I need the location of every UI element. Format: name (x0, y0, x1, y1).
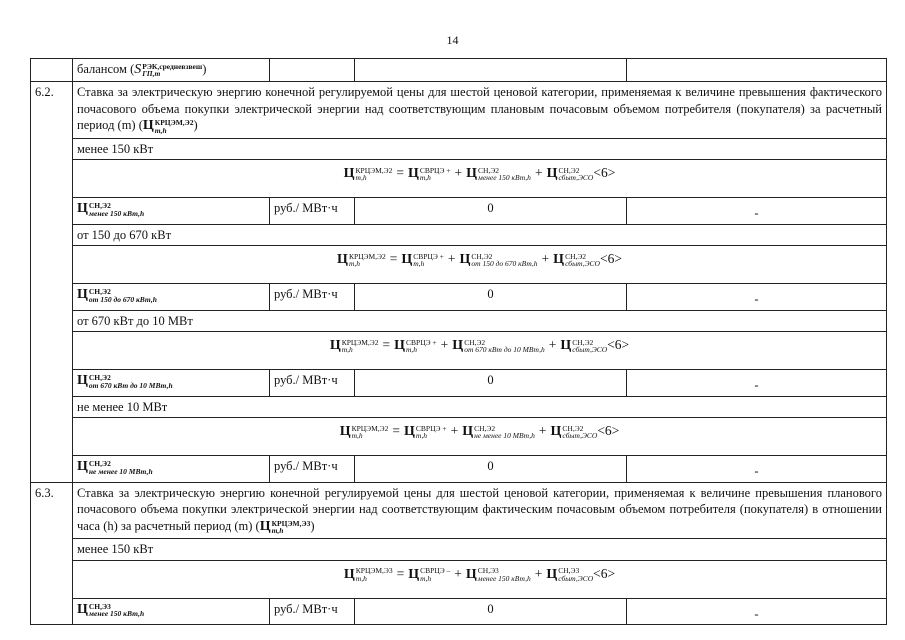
group-label-row (31, 539, 887, 561)
formula (73, 332, 887, 370)
rate-sub: от 670 кВт до 10 МВт,h (88, 380, 173, 390)
formula-lhs-sup: КРЦЭМ,Э3 (355, 566, 393, 576)
formula-term1-symbol: Ц (404, 424, 415, 440)
value-cell: 0 (355, 370, 627, 397)
value-cell: 0 (355, 456, 627, 483)
formula-term3-sup: СН,Э2 (558, 165, 580, 175)
rate-symbol: Ц (77, 459, 88, 475)
formula-lhs-indices (349, 253, 386, 268)
rate-symbol: Ц (77, 287, 88, 303)
formula-lhs-symbol: Ц (339, 424, 351, 440)
rate-symbol-cell (73, 456, 270, 483)
plus-sign: + (541, 251, 550, 267)
rate-symbol: Ц (77, 601, 88, 617)
dash-cell: - (627, 456, 887, 483)
formula-term1-sub: m,h (415, 431, 427, 441)
rate-sup: СН,Э2 (88, 201, 111, 211)
rate-sup: СН,Э2 (88, 287, 111, 297)
balance-symbol-sub: ГП,m (142, 69, 161, 79)
formula-lhs-sub: m,h (341, 345, 353, 355)
formula-term2-sup: СН,Э2 (471, 251, 493, 261)
formula-term2-symbol: Ц (465, 566, 477, 582)
formula-term1-sup: СВРЦЭ + (419, 165, 451, 175)
balance-row (31, 59, 887, 82)
section-heading-symbol: Ц (142, 118, 154, 134)
formula-term1-symbol: Ц (408, 566, 420, 582)
group-label-row (31, 396, 887, 418)
rate-symbol-cell (73, 284, 270, 311)
plus-sign: + (538, 423, 547, 439)
formula-row (31, 418, 887, 456)
formula-term3-symbol: Ц (560, 338, 572, 354)
footnote-ref: <6> (597, 423, 620, 439)
value-row (31, 598, 887, 625)
footnote-ref: <6> (593, 165, 616, 181)
group-label: от 150 до 670 кВт (73, 224, 887, 246)
formula-term1-sub: m,h (406, 345, 418, 355)
formula-row (31, 246, 887, 284)
formula-term3-sup: СН,Э3 (558, 566, 580, 576)
plus-sign: + (534, 165, 543, 181)
dash-cell: - (627, 198, 887, 225)
formula-lhs-indices (342, 339, 379, 354)
section-number: 6.2. (31, 82, 73, 482)
group-label-row (31, 224, 887, 246)
formula-lhs-symbol: Ц (329, 338, 341, 354)
formula-term2-indices (478, 167, 531, 182)
rate-sup: СН,Э2 (88, 459, 111, 469)
formula-lhs-indices (356, 567, 393, 582)
rate-symbol-cell (73, 198, 270, 225)
value-row (31, 370, 887, 397)
formula-term1-indices (420, 567, 450, 582)
formula-term2-sup: СН,Э2 (464, 337, 486, 347)
formula-term1-sub: m,h (420, 573, 432, 583)
equals-sign: = (392, 423, 401, 439)
page-number: 14 (446, 33, 459, 47)
rate-indices (89, 202, 144, 217)
formula-term1-indices (406, 339, 437, 354)
formula-term1-sup: СВРЦЭ + (413, 251, 444, 261)
rate-sub: менее 150 кВт,h (88, 609, 145, 619)
formula-term2-sub: от 670 кВт до 10 МВт,h (464, 345, 545, 355)
formula-lhs-symbol: Ц (343, 166, 355, 182)
formula-term1-symbol: Ц (394, 338, 406, 354)
formula-term3-sub: сбыт,ЭСО (562, 431, 598, 441)
footnote-ref: <6> (599, 251, 622, 267)
formula-lhs-indices (356, 167, 393, 182)
formula-term2-sup: СН,Э2 (478, 165, 500, 175)
formula-term1-indices (420, 167, 451, 182)
plus-sign: + (454, 165, 463, 181)
formula-term2-symbol: Ц (452, 338, 464, 354)
rate-sub: от 150 до 670 кВт,h (88, 294, 157, 304)
tariff-table (30, 58, 887, 625)
empty-number-cell (31, 59, 73, 82)
formula-lhs-sub: m,h (355, 173, 367, 183)
section-heading-text: Ставка за электрическую энергию конечной регулируемой цены для шестой ценовой категории, применяемая к величине превышения планового почасового объема покупки электрической энергии над соответствующим фактическим почасовым объемом потребителя (покупателя) в отношении часа (h) за расчетный период (m) ( (77, 485, 882, 533)
balance-label-cell (73, 59, 270, 82)
balance-label: балансом ( (77, 62, 135, 76)
formula-term3-symbol: Ц (553, 252, 565, 268)
formula-lhs-sub: m,h (355, 573, 367, 583)
formula (73, 160, 887, 198)
formula (73, 418, 887, 456)
rate-symbol: Ц (77, 201, 88, 217)
formula-lhs-symbol: Ц (343, 566, 355, 582)
unit-cell: руб./ МВт·ч (270, 198, 355, 225)
formula-term2-symbol: Ц (462, 424, 474, 440)
value-cell: 0 (355, 198, 627, 225)
section-heading-sub: m,h (154, 125, 167, 135)
unit-cell: руб./ МВт·ч (270, 598, 355, 625)
formula-term3-sup: СН,Э2 (565, 251, 587, 261)
rate-sup: СН,Э2 (88, 373, 111, 383)
formula-lhs-indices (352, 425, 389, 440)
formula (73, 560, 887, 598)
formula-term3-indices (562, 425, 597, 440)
section-heading-indices (272, 520, 311, 535)
formula-term1-sup: СВРЦЭ + (415, 423, 447, 433)
formula-term1-sub: m,h (413, 259, 425, 269)
unit-cell: руб./ МВт·ч (270, 456, 355, 483)
balance-dash-cell (627, 59, 887, 82)
section-number: 6.3. (31, 482, 73, 624)
formula-term1-symbol: Ц (407, 166, 419, 182)
formula (73, 246, 887, 284)
equals-sign: = (396, 165, 404, 181)
balance-unit-cell (270, 59, 355, 82)
section-heading-sub: m,h (271, 526, 284, 536)
formula-term2-indices (478, 567, 531, 582)
section-heading (73, 82, 887, 138)
formula-term2-symbol: Ц (459, 252, 471, 268)
equals-sign: = (396, 565, 405, 581)
formula-term3-indices (558, 167, 593, 182)
plus-sign: + (440, 337, 449, 353)
formula-term3-indices (558, 567, 593, 582)
group-label-row (31, 138, 887, 160)
rate-symbol: Ц (77, 373, 88, 389)
formula-term2-indices (464, 339, 545, 354)
formula-lhs-sub: m,h (348, 259, 360, 269)
rate-symbol-cell (73, 370, 270, 397)
unit-cell: руб./ МВт·ч (270, 370, 355, 397)
formula-term3-symbol: Ц (546, 566, 558, 582)
formula-term2-sub: менее 150 кВт,h (478, 173, 531, 183)
formula-row (31, 160, 887, 198)
balance-symbol-sup: РЭК,средневзвеш (142, 61, 203, 71)
equals-sign: = (389, 251, 398, 267)
formula-row (31, 560, 887, 598)
formula-term1-symbol: Ц (401, 252, 413, 268)
balance-value-cell (355, 59, 627, 82)
formula-lhs-sup: КРЦЭМ,Э2 (355, 165, 393, 175)
rate-sub: не менее 10 МВт,h (88, 466, 153, 476)
dash-cell: - (627, 370, 887, 397)
formula-term1-indices (413, 253, 444, 268)
rate-indices (89, 288, 157, 303)
formula-row (31, 332, 887, 370)
formula-term3-indices (565, 253, 600, 268)
unit-cell: руб./ МВт·ч (270, 284, 355, 311)
formula-term2-sub: от 150 до 670 кВт,h (471, 259, 538, 269)
formula-term2-sup: СН,Э2 (474, 423, 496, 433)
formula-term3-symbol: Ц (546, 166, 558, 182)
formula-term2-indices (474, 425, 535, 440)
rate-indices (89, 603, 144, 618)
formula-term2-sup: СН,Э3 (477, 566, 499, 576)
section-heading-symbol: Ц (259, 518, 271, 534)
formula-term3-sub: сбыт,ЭСО (565, 259, 600, 269)
formula-lhs-sup: КРЦЭМ,Э2 (348, 251, 386, 261)
value-row (31, 456, 887, 483)
dash-cell: - (627, 284, 887, 311)
group-label: от 670 кВт до 10 МВт (73, 310, 887, 332)
value-row (31, 198, 887, 225)
formula-lhs-symbol: Ц (337, 252, 348, 268)
rate-sup: СН,Э3 (88, 601, 111, 611)
formula-lhs-sup: КРЦЭМ,Э2 (351, 423, 389, 433)
formula-term1-indices (416, 425, 447, 440)
group-label: менее 150 кВт (73, 138, 887, 160)
balance-symbol: S (134, 62, 142, 77)
formula-term3-symbol: Ц (550, 424, 562, 440)
formula-term2-indices (471, 253, 537, 268)
value-cell: 0 (355, 598, 627, 625)
section-heading-row (31, 482, 887, 538)
formula-term3-sup: СН,Э2 (572, 337, 594, 347)
formula-term3-indices (572, 339, 607, 354)
footnote-ref: <6> (593, 565, 616, 581)
value-row (31, 284, 887, 311)
section-heading (73, 482, 887, 538)
formula-term3-sup: СН,Э2 (562, 423, 584, 433)
formula-lhs-sup: КРЦЭМ,Э2 (341, 337, 379, 347)
rate-symbol-cell (73, 598, 270, 625)
footnote-ref: <6> (607, 337, 630, 353)
group-label: менее 150 кВт (73, 539, 887, 561)
balance-close: ) (202, 62, 207, 76)
formula-term1-sub: m,h (419, 173, 431, 183)
value-cell: 0 (355, 284, 627, 311)
formula-term1-sup: СВРЦЭ – (420, 566, 451, 576)
formula-term1-sup: СВРЦЭ + (406, 337, 437, 347)
rate-indices (89, 460, 153, 475)
group-label: не менее 10 МВт (73, 396, 887, 418)
formula-term3-sub: сбыт,ЭСО (558, 173, 594, 183)
rate-indices (89, 374, 173, 389)
group-label-row (31, 310, 887, 332)
section-heading-sup: КРЦЭМ,Э3 (271, 518, 311, 528)
section-heading-indices (155, 119, 194, 134)
section-heading-text: Ставка за электрическую энергию конечной регулируемой цены для шестой ценовой категории, применяемая к величине превышения фактического почасового объема покупки электрической энергии над соответствующим плановым почасовым объемом потребителя (покупателя) за расчетный период (m) ( (77, 85, 882, 133)
formula-lhs-sub: m,h (351, 431, 363, 441)
formula-term2-sub: не менее 10 МВт,h (474, 431, 535, 441)
equals-sign: = (382, 337, 391, 353)
formula-term2-sub: менее 150 кВт,h (477, 573, 531, 583)
formula-term3-sub: сбыт,ЭСО (572, 345, 608, 355)
plus-sign: + (447, 251, 456, 267)
plus-sign: + (450, 423, 459, 439)
section-heading-sup: КРЦЭМ,Э2 (154, 118, 194, 128)
dash-cell: - (627, 598, 887, 625)
formula-term2-symbol: Ц (466, 166, 478, 182)
section-heading-close: ) (310, 518, 315, 533)
section-heading-row (31, 82, 887, 138)
plus-sign: + (454, 565, 462, 581)
formula-term3-sub: сбыт,ЭСО (558, 573, 594, 583)
plus-sign: + (548, 337, 557, 353)
plus-sign: + (534, 565, 543, 581)
section-heading-close: ) (193, 118, 198, 133)
rate-sub: менее 150 кВт,h (88, 208, 145, 218)
